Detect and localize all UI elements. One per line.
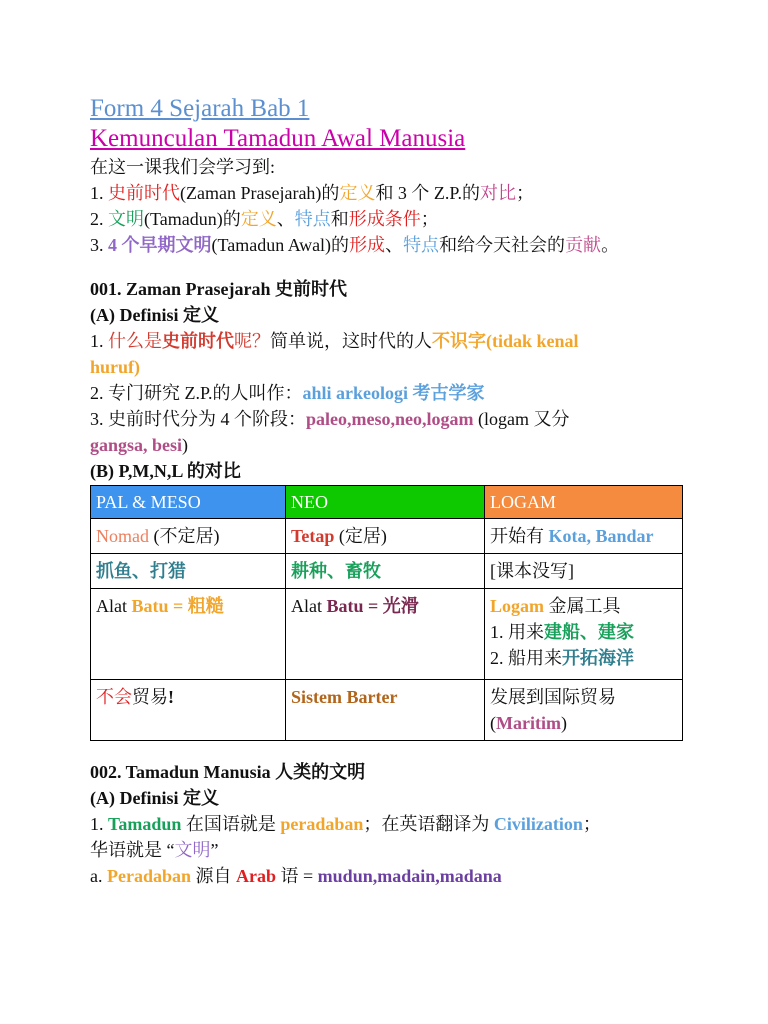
section-1-line-2: 2. 专门研究 Z.P.的人叫作：ahli arkeologi 考古学家 (90, 383, 485, 403)
section-2-line-1-cont: 华语就是 “文明” (90, 840, 219, 860)
section-1-line-3-cont: gangsa, besi) (90, 435, 189, 455)
intro-item-2: 2. 文明(Tamadun)的定义、特点和形成条件； (90, 209, 439, 229)
table-row (91, 519, 683, 554)
section-1-definition-heading: (A) Definisi 定义 (90, 305, 219, 325)
table-cell: 不会贸易! (91, 680, 286, 741)
table-cell: Alat Batu = 光滑 (286, 589, 485, 680)
table-cell: [课本没写] (485, 554, 683, 589)
comparison-table (90, 485, 683, 741)
section-2-definition-heading: (A) Definisi 定义 (90, 788, 219, 808)
section-1-line-1-cont: huruf) (90, 357, 141, 377)
table-cell: 发展到国际贸易 (Maritim) (485, 680, 683, 741)
section-2-line-1: 1. Tamadun 在国语就是 peradaban；在英语翻译为 Civilization； (90, 814, 601, 834)
section-2-heading: 002. Tamadun Manusia 人类的文明 (90, 762, 366, 782)
section-1-line-3: 3. 史前时代分为 4 个阶段：paleo,meso,neo,logam (logam 又分 (90, 409, 570, 429)
table-cell: Alat Batu = 粗糙 (91, 589, 286, 680)
table-cell: Nomad (不定居) (91, 519, 286, 554)
page-subtitle: Kemunculan Tamadun Awal Manusia (90, 125, 466, 152)
page-title: Form 4 Sejarah Bab 1 (90, 95, 310, 122)
table-cell: 耕种、畜牧 (286, 554, 485, 589)
table-cell: 开始有 Kota, Bandar (485, 519, 683, 554)
section-1-line-1: 1. 什么是史前时代呢？简单说，这时代的人不识字(tidak kenal (90, 331, 579, 351)
intro-heading: 在这一课我们会学习到: (90, 157, 275, 177)
table-row (91, 680, 683, 741)
intro-item-3: 3. 4 个早期文明(Tamadun Awal)的形成、特点和给今天社会的贡献。 (90, 235, 620, 255)
document-content (90, 94, 690, 889)
table-header-row (91, 486, 683, 519)
table-cell: Sistem Barter (286, 680, 485, 741)
table-cell: 抓鱼、打猎 (91, 554, 286, 589)
table-cell: Tetap (定居) (286, 519, 485, 554)
header-neo: NEO (286, 486, 485, 519)
section-2-line-a: a. Peradaban 源自 Arab 语 = mudun,madain,madana (90, 866, 502, 886)
section-1-comparison-heading: (B) P,M,N,L 的对比 (90, 461, 241, 481)
table-row (91, 589, 683, 680)
header-pal-meso: PAL & MESO (91, 486, 286, 519)
header-logam: LOGAM (485, 486, 683, 519)
section-1-heading: 001. Zaman Prasejarah 史前时代 (90, 279, 347, 299)
table-row (91, 554, 683, 589)
table-cell: Logam 金属工具 1. 用来建船、建家 2. 船用来开拓海洋 (485, 589, 683, 680)
intro-item-1: 1. 史前时代(Zaman Prasejarah)的定义和 3 个 Z.P.的对比； (90, 183, 534, 203)
